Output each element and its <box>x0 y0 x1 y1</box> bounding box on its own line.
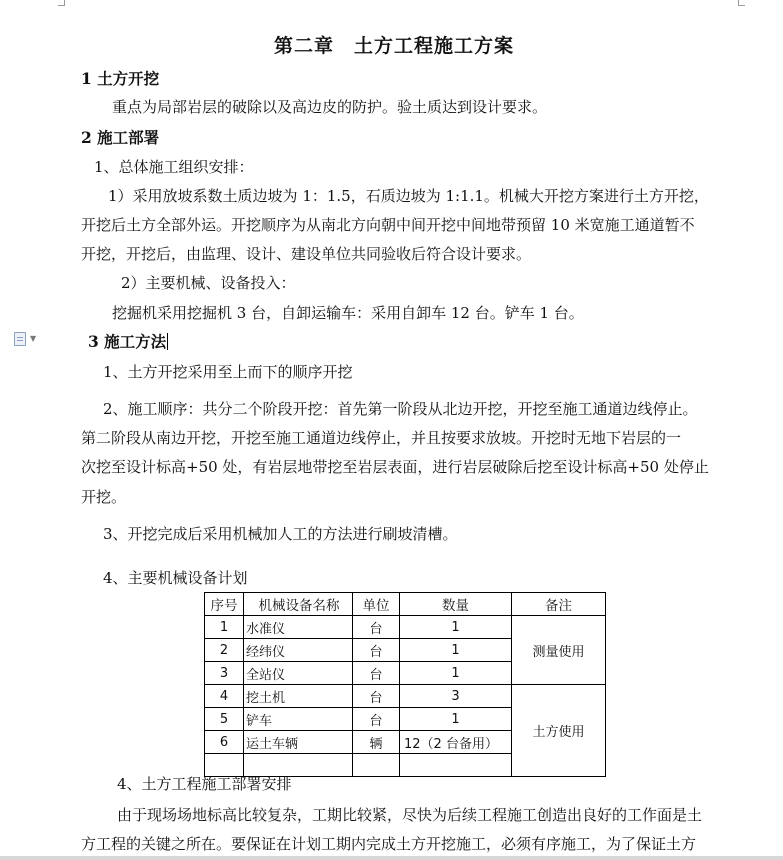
cell-name: 挖土机 <box>244 685 353 708</box>
paragraph-line: 1）采用放坡系数土质边坡为 1：1.5，石质边坡为 1:1.1。机械大开挖方案进行土方开挖， <box>108 187 709 205</box>
list-item: 3、开挖完成后采用机械加人工的方法进行刷坡清槽。 <box>103 525 458 543</box>
cell-index: 1 <box>205 616 244 639</box>
subheading: 2）主要机械、设备投入： <box>121 274 296 292</box>
cell-unit: 台 <box>353 662 400 685</box>
cell-name: 铲车 <box>244 708 353 731</box>
document-icon[interactable] <box>14 332 26 346</box>
table-row <box>205 616 606 639</box>
section-heading-3[interactable] <box>88 332 168 352</box>
paragraph-line: 第二阶段从南边开挖，开挖至施工通道边线停止，并且按要求放坡。开挖时无地下岩层的一 <box>81 429 682 447</box>
cell-index: 2 <box>205 639 244 662</box>
cell-unit: 台 <box>353 616 400 639</box>
cell-index: 4 <box>205 685 244 708</box>
cell-unit: 台 <box>353 639 400 662</box>
paragraph-line: 方工程的关键之所在。要保证在计划工期内完成土方开挖施工，必须有序施工，为了保证土方 <box>81 835 697 853</box>
cell-quantity: 3 <box>400 685 512 708</box>
paragraph-line: 开挖。 <box>81 488 127 506</box>
cell-index: 6 <box>205 731 244 754</box>
subheading: 1、总体施工组织安排： <box>94 158 254 176</box>
cell-quantity: 1 <box>400 708 512 731</box>
text-cursor <box>167 333 168 350</box>
section-heading-2: 2 施工部署 <box>81 128 160 147</box>
equipment-table <box>204 592 606 777</box>
paragraph-line: 2、施工顺序：共分二个阶段开挖：首先第一阶段从北边开挖，开挖至施工通道边线停止。 <box>103 400 698 418</box>
paragraph: 挖掘机采用挖掘机 3 台，自卸运输车：采用自卸车 12 台。铲车 1 台。 <box>112 304 584 322</box>
cell-index: 3 <box>205 662 244 685</box>
header-cell: 机械设备名称 <box>244 593 353 616</box>
table-header-row <box>205 593 606 616</box>
cell-unit: 台 <box>353 685 400 708</box>
cell-quantity <box>400 754 512 777</box>
list-item: 4、主要机械设备计划 <box>103 569 248 587</box>
page-title: 第二章 土方工程施工方案 <box>274 35 515 57</box>
section-heading-1: 1 土方开挖 <box>81 69 160 88</box>
list-item: 1、土方开挖采用至上而下的顺序开挖 <box>103 363 353 381</box>
cell-quantity: 1 <box>400 616 512 639</box>
header-cell: 序号 <box>205 593 244 616</box>
cell-quantity: 1 <box>400 639 512 662</box>
cell-remark: 土方使用 <box>512 685 606 777</box>
cell-unit: 台 <box>353 708 400 731</box>
header-cell: 备注 <box>512 593 606 616</box>
page-corner-mark-right <box>738 0 745 6</box>
table-row <box>205 685 606 708</box>
cell-index: 5 <box>205 708 244 731</box>
paragraph-line: 次挖至设计标高+50 处，有岩层地带挖至岩层表面，进行岩层破除后挖至设计标高+50 处停止 <box>81 458 709 476</box>
header-cell: 数量 <box>400 593 512 616</box>
cell-name: 全站仪 <box>244 662 353 685</box>
chevron-down-icon[interactable]: ▼ <box>30 334 37 343</box>
cell-quantity: 12（2 台备用） <box>400 731 512 754</box>
cell-name: 水准仪 <box>244 616 353 639</box>
cell-unit <box>353 754 400 777</box>
cell-quantity: 1 <box>400 662 512 685</box>
cell-name: 运土车辆 <box>244 731 353 754</box>
paragraph-line: 开挖，开挖后，由监理、设计、建设单位共同验收后符合设计要求。 <box>81 245 532 263</box>
page-bottom-edge <box>0 856 783 860</box>
paragraph: 重点为局部岩层的破除以及高边皮的防护。验土质达到设计要求。 <box>112 98 548 116</box>
paragraph-line: 开挖后土方全部外运。开挖顺序为从南北方向朝中间开挖中间地带预留 10 米宽施工通道暂不 <box>81 216 695 234</box>
paragraph-line: 由于现场场地标高比较复杂，工期比较紧，尽快为后续工程施工创造出良好的工作面是土 <box>117 806 703 824</box>
cell-name: 经纬仪 <box>244 639 353 662</box>
cell-remark: 测量使用 <box>512 616 606 685</box>
header-cell: 单位 <box>353 593 400 616</box>
page-corner-mark-left <box>58 0 65 6</box>
list-item: 4、土方工程施工部署安排 <box>117 775 292 793</box>
section-heading-3-text: 3 施工方法 <box>88 332 167 351</box>
cell-unit: 辆 <box>353 731 400 754</box>
